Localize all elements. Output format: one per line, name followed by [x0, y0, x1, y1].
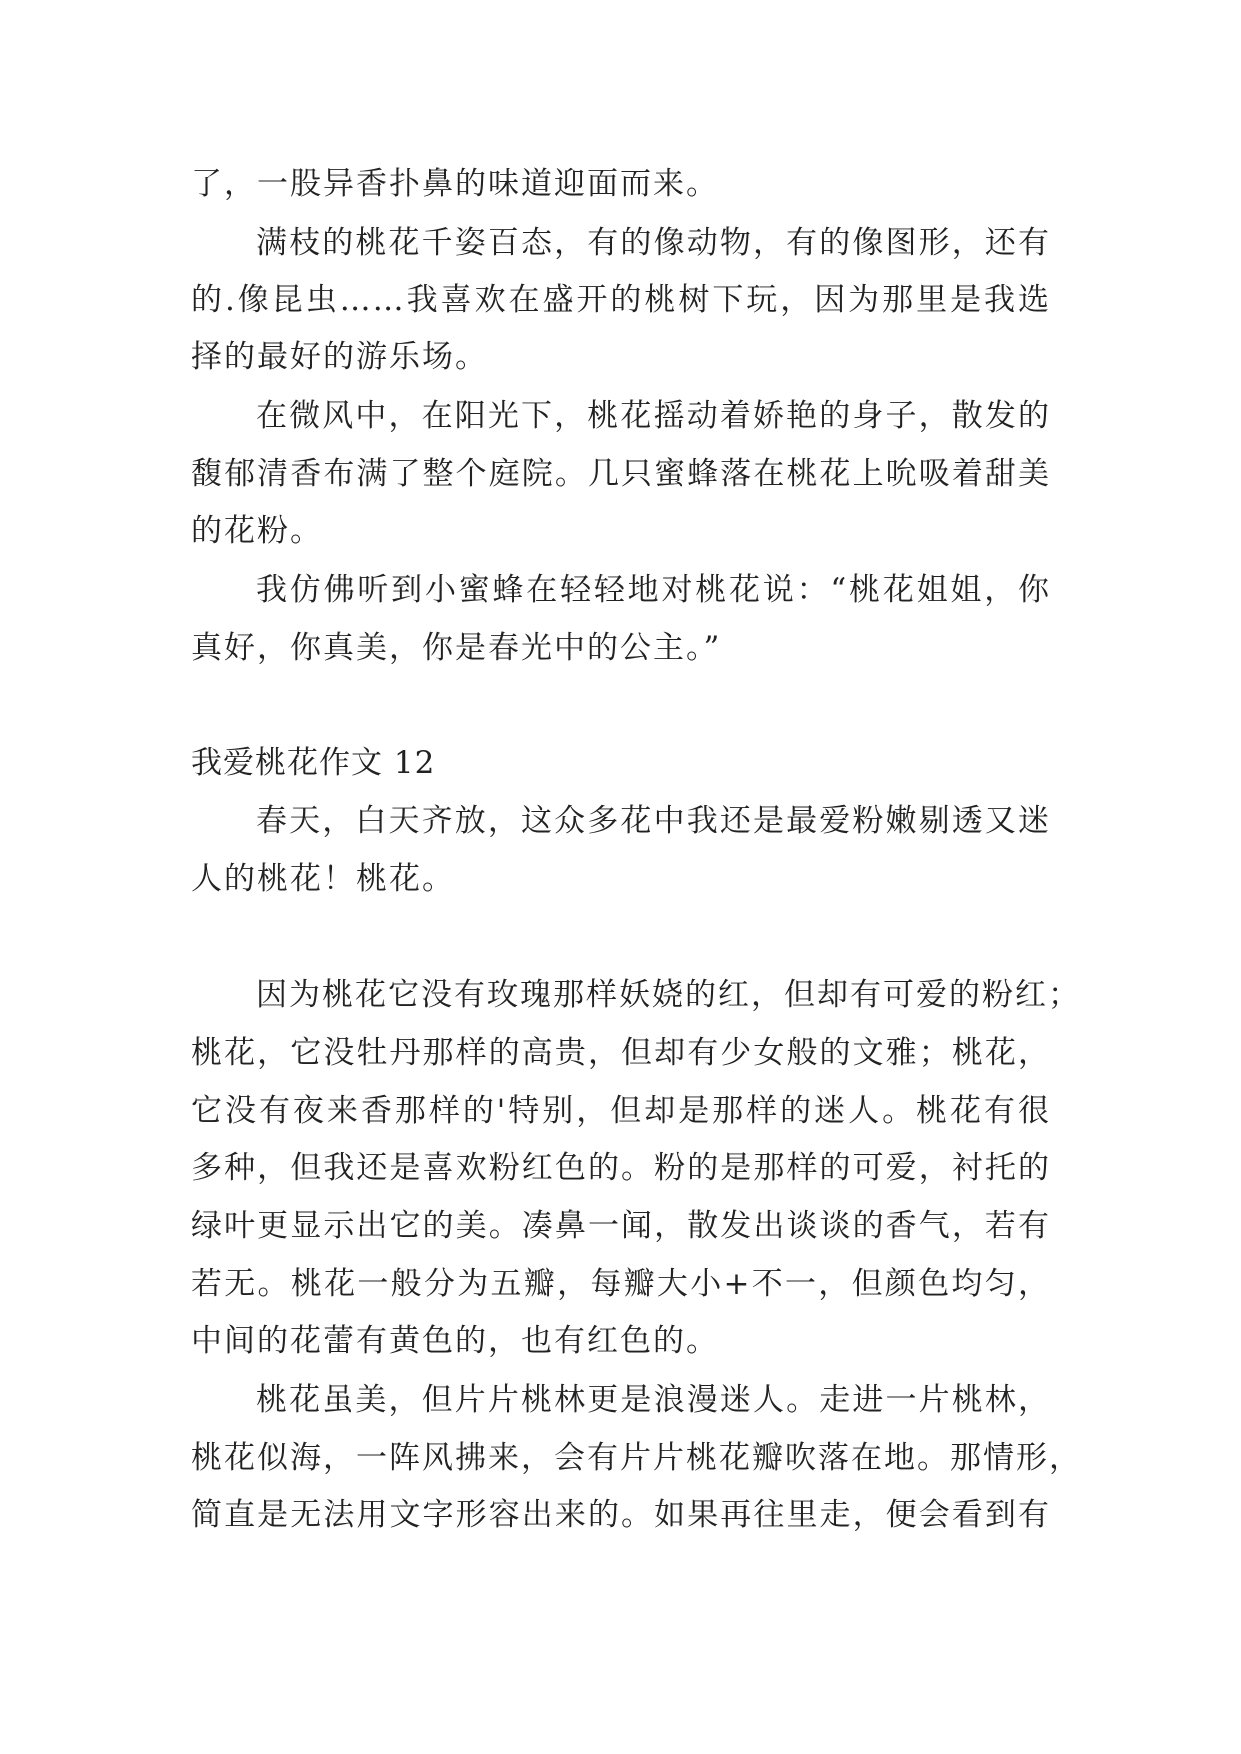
paragraph-start-line: 满枝的桃花千姿百态，有的像动物，有的像图形，还有	[256, 225, 1051, 261]
text-line: 真好，你真美，你是春光中的公主。”	[191, 630, 722, 666]
text-line: 若无。桃花一般分为五瓣，每瓣大小+不一，但颜色均匀，	[191, 1266, 1051, 1302]
paragraph-start-line: 在微风中，在阳光下，桃花摇动着娇艳的身子，散发的	[256, 398, 1051, 434]
text-line: 简直是无法用文字形容出来的。如果再往里走，便会看到有	[191, 1497, 1051, 1533]
text-line: 馥郁清香布满了整个庭院。几只蜜蜂落在桃花上吮吸着甜美	[191, 456, 1051, 492]
text-line: 中间的花蕾有黄色的，也有红色的。	[191, 1323, 719, 1359]
text-line: 绿叶更显示出它的美。凑鼻一闻，散发出谈谈的香气，若有	[191, 1208, 1051, 1244]
text-line: 它没有夜来香那样的'特别，但却是那样的迷人。桃花有很	[191, 1093, 1051, 1129]
text-line: 人的桃花！桃花。	[191, 861, 455, 897]
text-line: 多种，但我还是喜欢粉红色的。粉的是那样的可爱，衬托的	[191, 1150, 1051, 1186]
paragraph-start-line: 我仿佛听到小蜜蜂在轻轻地对桃花说：“桃花姐姐，你	[256, 572, 1051, 608]
paragraph-start-line: 因为桃花它没有玫瑰那样妖娆的红，但却有可爱的粉红；	[256, 977, 1081, 1013]
text-line: 桃花似海，一阵风拂来，会有片片桃花瓣吹落在地。那情形，	[191, 1440, 1082, 1476]
text-line: 了，一股异香扑鼻的味道迎面而来。	[191, 166, 719, 202]
text-line: 桃花，它没牡丹那样的高贵，但却有少女般的文雅；桃花，	[191, 1035, 1051, 1071]
paragraph-start-line: 桃花虽美，但片片桃林更是浪漫迷人。走进一片桃林，	[256, 1382, 1051, 1418]
text-line: 的花粉。	[191, 513, 323, 549]
text-line: 择的最好的游乐场。	[191, 339, 488, 375]
text-line: 的.像昆虫……我喜欢在盛开的桃树下玩，因为那里是我选	[191, 282, 1051, 318]
paragraph-start-line: 春天，白天齐放，这众多花中我还是最爱粉嫩剔透又迷	[256, 803, 1051, 839]
section-heading: 我爱桃花作文 12	[191, 745, 436, 781]
